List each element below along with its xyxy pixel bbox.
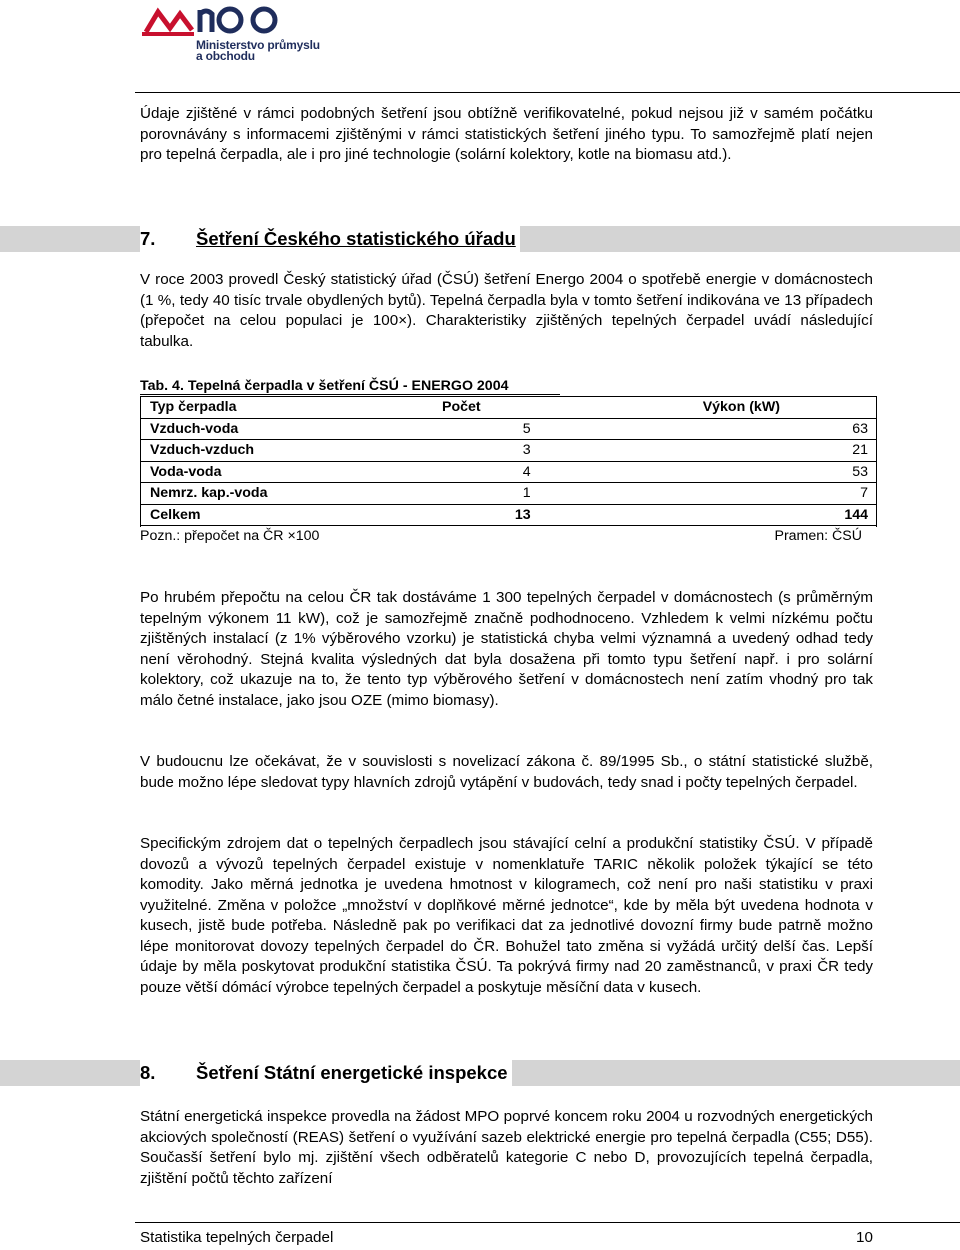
row-type: Nemrz. kap.-voda	[140, 483, 316, 505]
row-type: Vzduch-voda	[140, 418, 316, 440]
footer-divider	[135, 1222, 960, 1223]
mpo-logo-graphic	[140, 2, 300, 42]
logo-line1: Ministerstvo průmyslu	[196, 38, 320, 52]
row-count: 13	[316, 504, 603, 526]
section-7-paragraph: V roce 2003 provedl Český statistický úřad (ČSÚ) šetření Energo 2004 o spotřebě energie v domácnostech (1 %, tedy 40 tisíc trvale obydlených bytů). Tepelná čerpadla byla v tomto šetření indikována ve 13 případech (přepočet na celou populaci je 100×). Charakteristiky zjištěných tepelných čerpadel uvádí následující tabulka.	[140, 271, 873, 350]
table-caption-underline	[140, 394, 560, 395]
paragraph-customs: Specifickým zdrojem dat o tepelných čerpadlech jsou stávající celní a produkční statistiky ČSÚ. V případě dovozů a vývozů tepelných čerpadel existuje v nomenklatuře TARIC několik položek týkající se této komodity. Jako měrná jednotka je uvedena hmotnost v kilogramech, což není pro naši statistiku v praxi využitelné. Změna v položce „množství v doplňkové měrné jednotce“, kde by měla být uvedena hodnota v kusech, jistě bude potřeba. Následně pak po verifikaci dat za jednotlivé dovozní firmy bude patrně možno lépe monitorovat dovozy tepelných čerpadel do ČR. Bohužel tato změna si vyžádá určitý delší čas. Lepší údaje by měla poskytovat produkční statistika ČSÚ. Ta pokrývá firmy nad 20 zaměstnanců, v praxi ČR tedy pouze větší dómácí výrobce tepelných čerpadel a poskytuje měsíční data v kusech.	[140, 835, 873, 996]
table-header-row	[140, 397, 876, 419]
row-count: 5	[316, 418, 603, 440]
logo-line2: a obchodu	[196, 49, 255, 63]
row-count: 4	[316, 461, 603, 483]
row-power: 63	[603, 418, 876, 440]
page-number: 10	[856, 1229, 873, 1246]
row-power: 53	[603, 461, 876, 483]
row-type: Vzduch-vzduch	[140, 440, 316, 462]
paragraph-future: V budoucnu lze očekávat, že v souvislosti s novelizací zákona č. 89/1995 Sb., o státní statistické službě, bude možno lépe sledovat typy hlavních zdrojů vytápění v budovách, tedy snad i počty tepelných čerpadel.	[140, 753, 873, 791]
row-type: Celkem	[140, 504, 316, 526]
row-power: 144	[603, 504, 876, 526]
table-header-power: Výkon (kW)	[603, 397, 876, 419]
logo-text	[196, 40, 326, 62]
row-count: 3	[316, 440, 603, 462]
section-8-number: 8.	[140, 1062, 156, 1083]
table-right-border	[876, 396, 877, 527]
table-note-source: Pramen: ČSÚ	[774, 528, 862, 544]
table-row	[140, 418, 876, 440]
header-divider	[135, 92, 960, 93]
section-7-title: Šetření Českého statistického úřadu	[196, 228, 516, 249]
intro-paragraph: Údaje zjištěné v rámci podobných šetření jsou obtížně verifikovatelné, pokud nejsou již v samém počátku porovnávány s informacemi zjištěnými v rámci statistických šetření jiného typu. To samozřejmě platí nejen pro tepelná čerpadla, ale i pro jiné technologie (solární kolektory, kotle na biomasu atd.).	[140, 105, 873, 163]
table-note	[140, 527, 862, 545]
table-row	[140, 483, 876, 505]
table-caption: Tab. 4. Tepelná čerpadla v šetření ČSÚ - ENERGO 2004	[140, 378, 509, 394]
row-power: 21	[603, 440, 876, 462]
section-7-number: 7.	[140, 228, 156, 249]
footer-title: Statistika tepelných čerpadel	[140, 1229, 334, 1246]
paragraph-estimate: Po hrubém přepočtu na celou ČR tak dostáváme 1 300 tepelných čerpadel v domácnostech (s průměrným tepelným výkonem 11 kW), což je samozřejmě značně podhodnoceno. Vzhledem k velmi nízkému počtu zjištěných instalací (z 1% výběrového vzorku) je statistická chyba velmi významná a uvedený odhad tedy není věrohodný. Stejná kvalita výsledných dat byla dosažena při tomto typu šetření např. i pro solární kolektory, což ukazuje na to, že tento typ výběrového šetření v domácnostech není zatím vhodný pro tak málo četné instalace, jako jsou OZE (mimo biomasy).	[140, 589, 873, 709]
table-left-border	[140, 396, 141, 527]
table-row	[140, 440, 876, 462]
table-total-row	[140, 504, 876, 526]
table-row	[140, 461, 876, 483]
table-header-type: Typ čerpadla	[140, 397, 316, 419]
section-8-paragraph: Státní energetická inspekce provedla na žádost MPO poprvé koncem roku 2004 u rozvodných energetických akciových společností (REAS) šetření o využívání sazeb elektrické energie pro tepelná čerpadla (C55; D55). Současší šetření bylo mj. zjištění všech odběratelů kategorie C nebo D, provozujících tepelná čerpadla, zjištění počtů těchto zařízení	[140, 1108, 873, 1187]
table-header-count: Počet	[316, 397, 603, 419]
table-note-left: Pozn.: přepočet na ČR ×100	[140, 528, 320, 544]
row-type: Voda-voda	[140, 461, 316, 483]
row-count: 1	[316, 483, 603, 505]
heat-pump-table	[140, 396, 876, 526]
row-power: 7	[603, 483, 876, 505]
section-8-heading	[140, 1060, 512, 1086]
section-8-title: Šetření Státní energetické inspekce	[196, 1062, 508, 1083]
section-7-heading	[140, 226, 520, 252]
mpo-logo	[140, 2, 320, 72]
